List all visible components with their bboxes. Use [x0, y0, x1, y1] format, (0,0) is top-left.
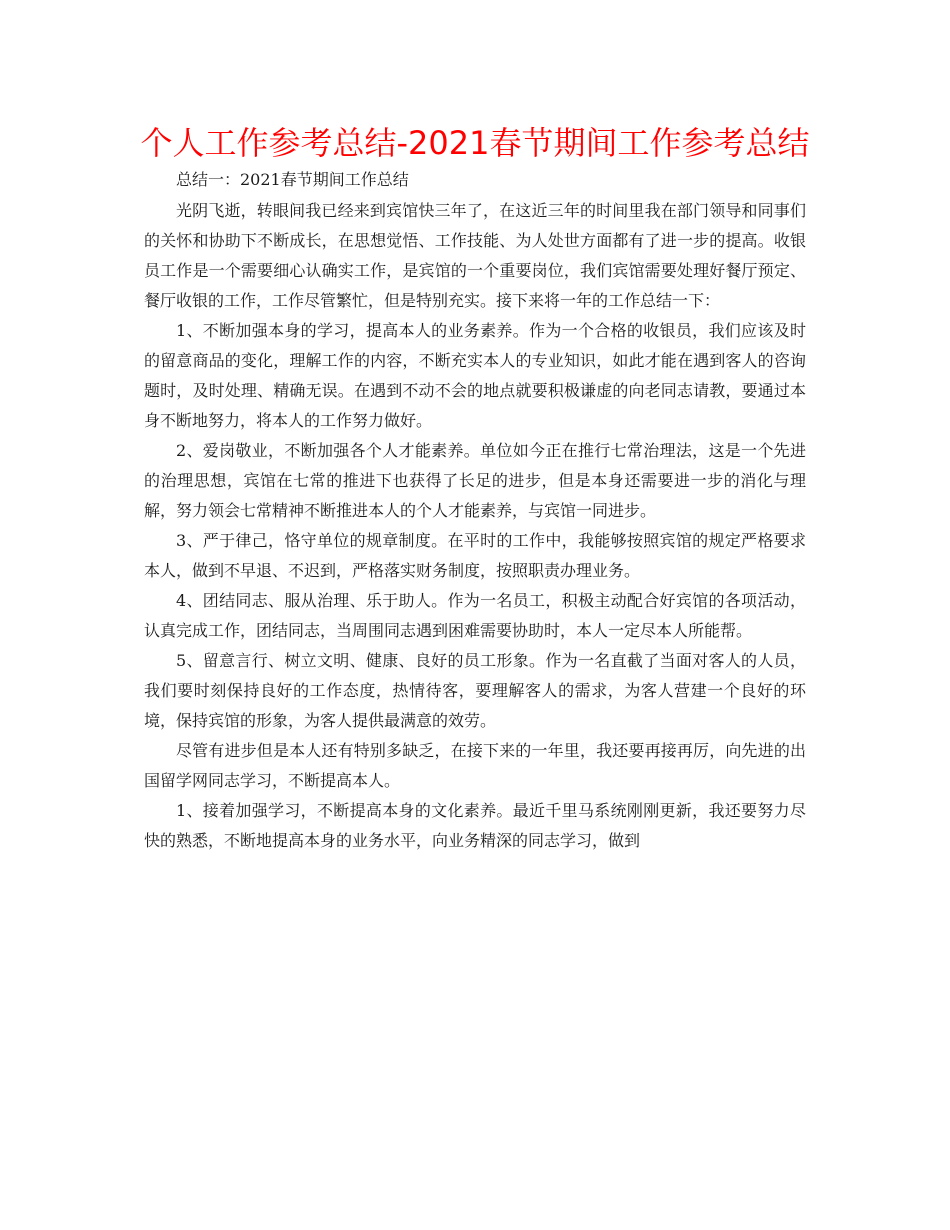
paragraph-plan-1: 1、接着加强学习，不断提高本身的文化素养。最近千里马系统刚刚更新，我还要努力尽快的熟悉，不断地提高本身的业务水平，向业务精深的同志学习，做到	[144, 801, 806, 850]
paragraph-intro: 光阴飞逝，转眼间我已经来到宾馆快三年了，在这近三年的时间里我在部门领导和同事们的关怀和协助下不断成长，在思想觉悟、工作技能、为人处世方面都有了进一步的提高。收银员工作是一个需要细心认确实工作，是宾馆的一个重要岗位，我们宾馆需要处理好餐厅预定、餐厅收银的工作，工作尽管繁忙，但是特别充实。接下来将一年的工作总结一下：	[144, 201, 806, 310]
paragraph-item-1: 1、不断加强本身的学习，提高本人的业务素养。作为一个合格的收银员，我们应该及时的留意商品的变化，理解工作的内容，不断充实本人的专业知识，如此才能在遇到客人的咨询题时，及时处理、精确无误。在遇到不动不会的地点就要积极谦虚的向老同志请教，要通过本身不断地努力，将本人的工作努力做好。	[144, 321, 806, 430]
paragraph-item-3: 3、严于律己，恪守单位的规章制度。在平时的工作中，我能够按照宾馆的规定严格要求本人，做到不早退、不迟到，严格落实财务制度，按照职责办理业务。	[144, 531, 806, 580]
paragraph-item-2: 2、爱岗敬业，不断加强各个人才能素养。单位如今正在推行七常治理法，这是一个先进的治理思想，宾馆在七常的推进下也获得了长足的进步，但是本身还需要进一步的消化与理解，努力领会七常精神不断推进本人的个人才能素养，与宾馆一同进步。	[144, 441, 806, 520]
paragraph-item-4: 4、团结同志、服从治理、乐于助人。作为一名员工，积极主动配合好宾馆的各项活动，认真完成工作，团结同志，当周围同志遇到困难需要协助时，本人一定尽本人所能帮。	[144, 591, 806, 640]
paragraph-item-5: 5、留意言行、树立文明、健康、良好的员工形象。作为一名直截了当面对客人的人员，我们要时刻保持良好的工作态度，热情待客，要理解客人的需求，为客人营建一个良好的环境，保持宾馆的形象，为客人提供最满意的效劳。	[144, 651, 806, 730]
document-body	[144, 164, 806, 856]
document-subtitle: 总结一：2021春节期间工作总结	[176, 170, 409, 189]
document-title: 个人工作参考总结-2021春节期间工作参考总结	[140, 124, 810, 162]
paragraph-shortcomings: 尽管有进步但是本人还有特别多缺乏，在接下来的一年里，我还要再接再厉，向先进的出国留学网同志学习，不断提高本人。	[144, 741, 806, 790]
